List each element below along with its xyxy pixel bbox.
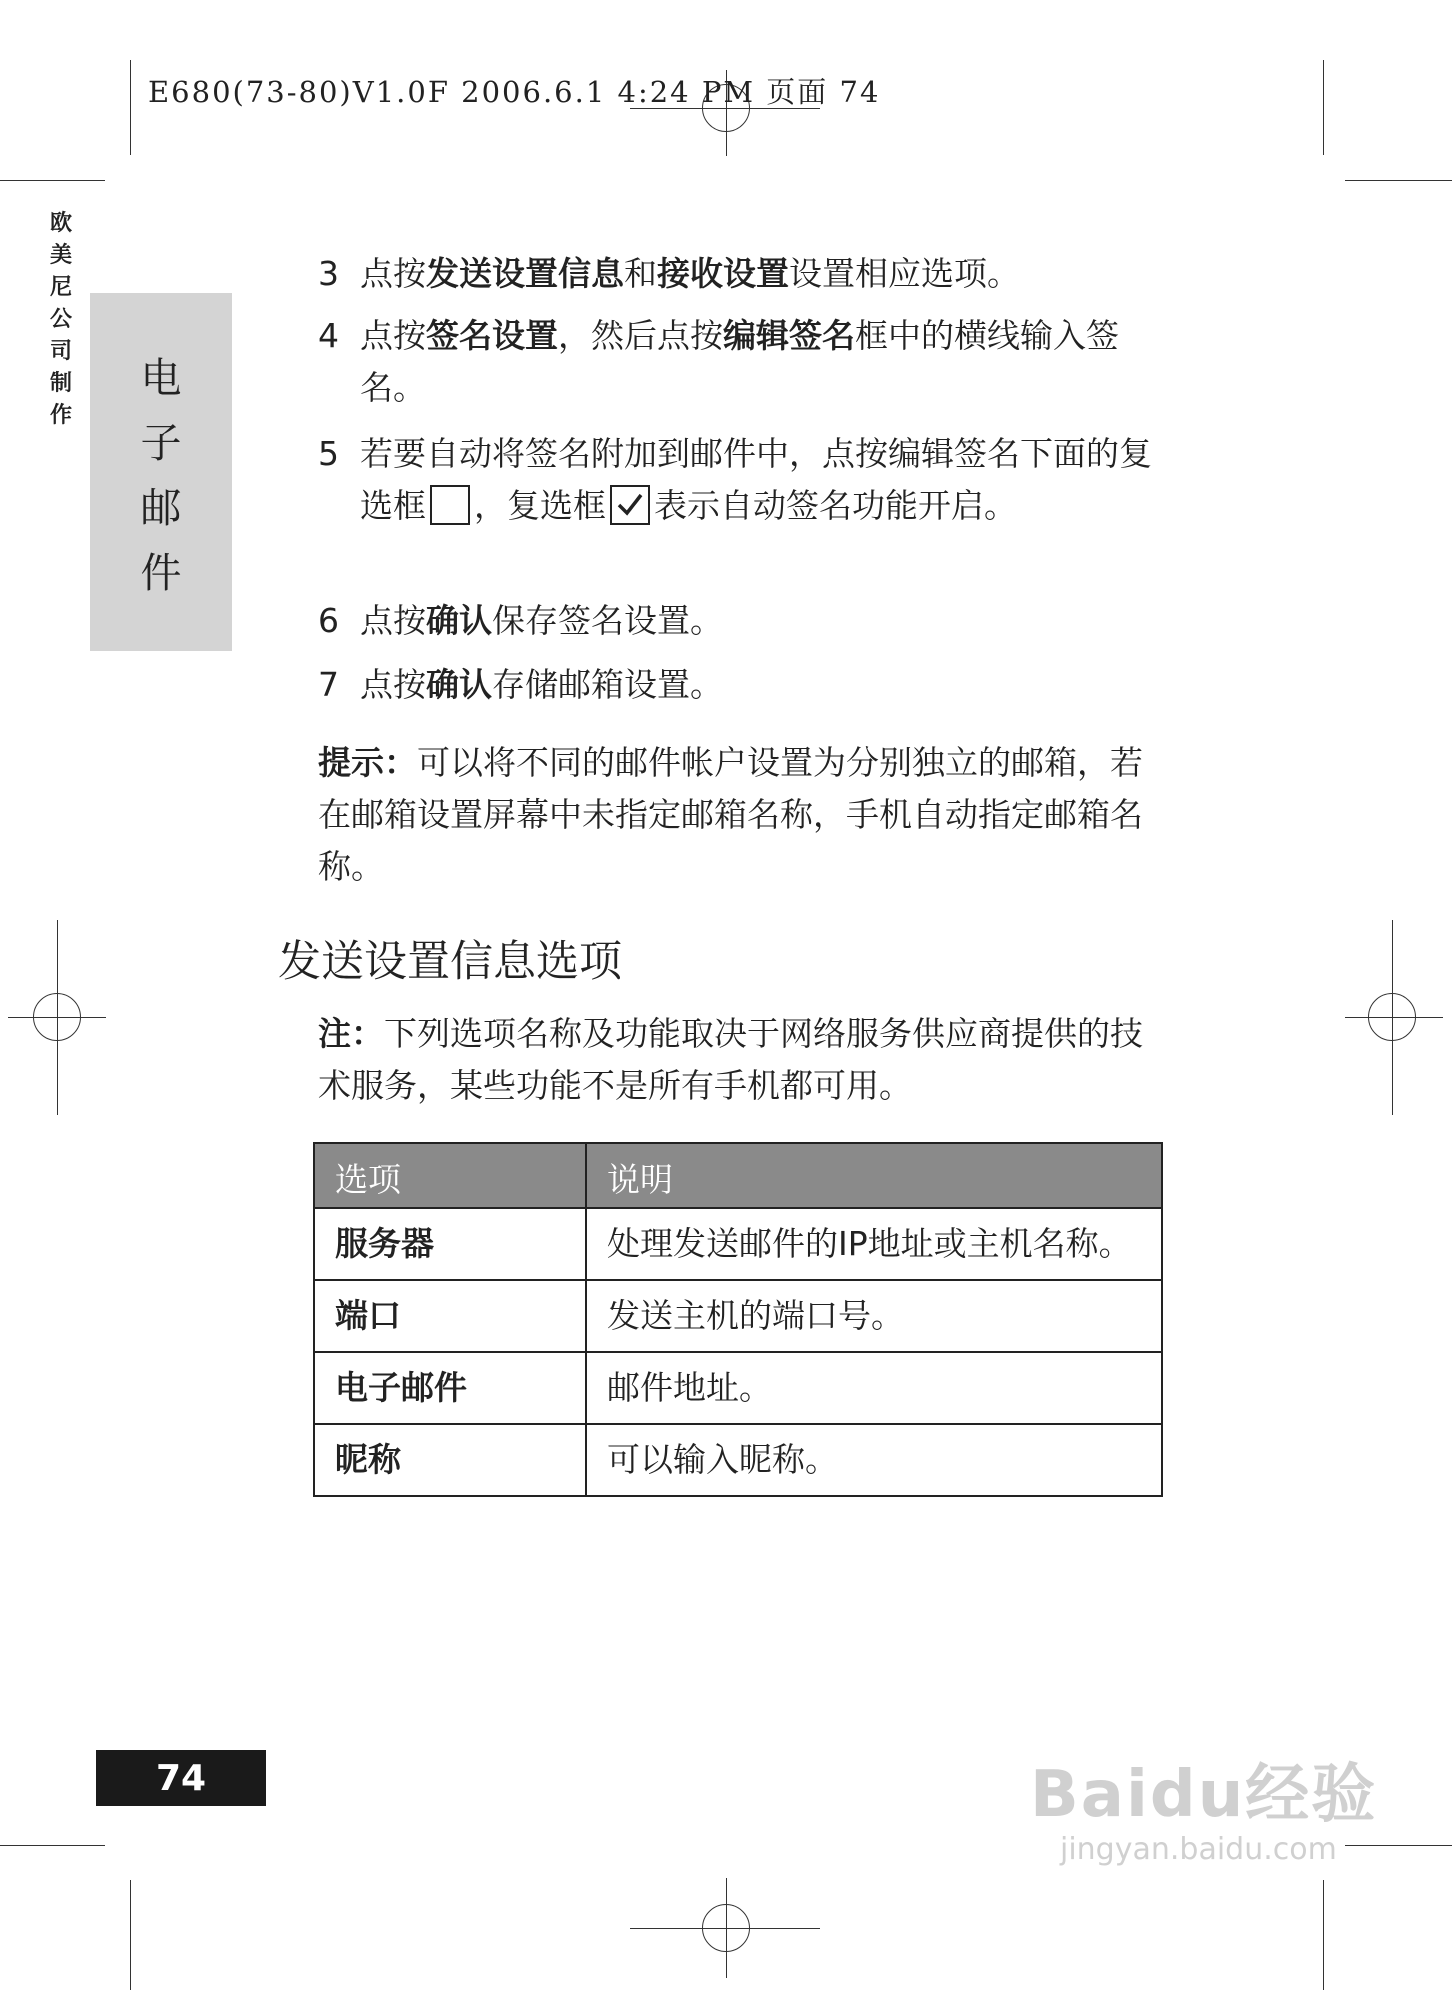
option-name: 昵称 [314, 1424, 586, 1496]
step-number: 6 [318, 601, 339, 640]
tab-char: 子 [140, 419, 182, 467]
step-number: 4 [318, 316, 339, 355]
table-row [314, 1280, 1162, 1352]
option-description: 处理发送邮件的IP地址或主机名称。 [586, 1208, 1162, 1280]
step-text: 点按发送设置信息和接收设置设置相应选项。 [360, 254, 1020, 293]
option-name: 端口 [314, 1280, 586, 1352]
step-text: 若要自动将签名附加到邮件中，点按编辑签名下面的复选框 ，复选框 表示自动签名功能开启。 [360, 434, 1152, 525]
step-number: 5 [318, 434, 339, 473]
registration-circle [702, 1904, 750, 1952]
section-title: 发送设置信息选项 [278, 937, 622, 987]
crop-mark [0, 180, 105, 181]
step-6 [318, 595, 1168, 647]
option-description: 可以输入昵称。 [586, 1424, 1162, 1496]
checkbox-empty-icon [430, 485, 470, 525]
crop-mark [1345, 180, 1452, 181]
crop-mark [130, 1880, 131, 1990]
watermark [1030, 1760, 1377, 1870]
note-label: 注： [318, 1014, 384, 1053]
crop-mark [1323, 60, 1324, 155]
note-text: 下列选项名称及功能取决于网络服务供应商提供的技术服务，某些功能不是所有手机都可用。 [318, 1014, 1143, 1105]
step-number: 7 [318, 665, 339, 704]
watermark-url: jingyan.baidu.com [1060, 1832, 1337, 1867]
column-header-option: 选项 [314, 1143, 586, 1208]
registration-circle [1368, 993, 1416, 1041]
credit-char: 公 [49, 307, 72, 332]
crop-mark [130, 60, 131, 155]
step-7 [318, 659, 1168, 711]
credit-char: 美 [49, 243, 72, 268]
credit-char: 欧 [49, 211, 72, 236]
crop-mark [0, 1845, 105, 1846]
watermark-logo: Baidu经验 [1030, 1758, 1378, 1832]
tip-label: 提示： [318, 743, 417, 782]
page-number: 74 [96, 1750, 266, 1806]
vertical-credit [44, 208, 78, 432]
step-text: 点按确认保存签名设置。 [360, 601, 723, 640]
step-number: 3 [318, 254, 339, 293]
tip-text: 可以将不同的邮件帐户设置为分别独立的邮箱，若在邮箱设置屏幕中未指定邮箱名称，手机自动指定邮箱名称。 [318, 743, 1143, 886]
credit-char: 制 [49, 371, 72, 396]
tab-char: 邮 [140, 484, 182, 532]
option-name: 服务器 [314, 1208, 586, 1280]
tip-paragraph [318, 737, 1168, 893]
options-table [313, 1142, 1163, 1497]
option-name: 电子邮件 [314, 1352, 586, 1424]
column-header-description: 说明 [586, 1143, 1162, 1208]
credit-char: 尼 [49, 275, 72, 300]
table-header-row [314, 1143, 1162, 1208]
option-description: 邮件地址。 [586, 1352, 1162, 1424]
step-4 [318, 310, 1168, 414]
tab-char: 件 [140, 549, 182, 597]
option-description: 发送主机的端口号。 [586, 1280, 1162, 1352]
checkbox-checked-icon [610, 485, 650, 525]
table-row [314, 1352, 1162, 1424]
step-text: 点按确认存储邮箱设置。 [360, 665, 723, 704]
step-5 [318, 428, 1168, 532]
table-row [314, 1424, 1162, 1496]
credit-char: 司 [49, 339, 72, 364]
note-paragraph [318, 1008, 1168, 1112]
tab-char: 电 [140, 354, 182, 402]
credit-char: 作 [49, 403, 72, 428]
chapter-tab-label [90, 346, 232, 606]
registration-circle [33, 993, 81, 1041]
step-3 [318, 248, 1168, 300]
table-row [314, 1208, 1162, 1280]
crop-mark [1323, 1880, 1324, 1990]
print-header: E680(73-80)V1.0F 2006.6.1 4:24 PM 页面 74 [148, 75, 881, 109]
step-text: 点按签名设置，然后点按编辑签名框中的横线输入签名。 [360, 316, 1119, 407]
